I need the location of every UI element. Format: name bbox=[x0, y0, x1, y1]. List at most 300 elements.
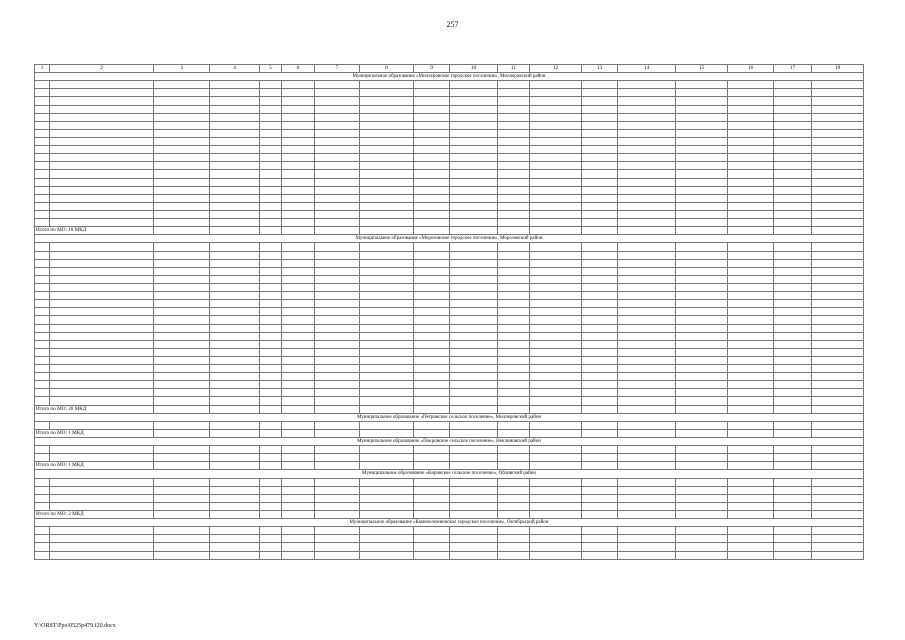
table-cell bbox=[774, 324, 812, 332]
table-cell bbox=[450, 283, 498, 291]
table-cell bbox=[315, 511, 360, 519]
column-number: 6 bbox=[282, 65, 315, 73]
table-cell bbox=[260, 478, 282, 486]
table-cell bbox=[676, 324, 728, 332]
table-cell bbox=[450, 300, 498, 308]
table-cell bbox=[812, 332, 864, 340]
table-cell bbox=[582, 259, 618, 267]
table-cell bbox=[618, 348, 676, 356]
table-cell bbox=[728, 178, 774, 186]
table-cell bbox=[582, 356, 618, 364]
table-cell bbox=[35, 113, 50, 121]
table-cell bbox=[50, 267, 154, 275]
table-cell bbox=[676, 283, 728, 291]
table-cell bbox=[676, 535, 728, 543]
table-cell bbox=[728, 446, 774, 454]
table-cell bbox=[774, 300, 812, 308]
table-cell bbox=[260, 373, 282, 381]
table-cell bbox=[414, 154, 450, 162]
table-row bbox=[35, 389, 864, 397]
table-cell bbox=[315, 535, 360, 543]
table-cell bbox=[728, 389, 774, 397]
table-cell bbox=[676, 219, 728, 227]
table-cell bbox=[728, 429, 774, 437]
table-cell bbox=[35, 535, 50, 543]
table-cell bbox=[774, 356, 812, 364]
table-cell bbox=[774, 308, 812, 316]
table-cell bbox=[260, 543, 282, 551]
table-cell bbox=[282, 511, 315, 519]
table-cell bbox=[498, 462, 530, 470]
table-cell bbox=[282, 429, 315, 437]
table-cell bbox=[728, 324, 774, 332]
table-cell bbox=[774, 551, 812, 559]
table-cell bbox=[530, 527, 582, 535]
table-row bbox=[35, 97, 864, 105]
column-number: 8 bbox=[360, 65, 414, 73]
table-cell bbox=[210, 381, 260, 389]
table-cell bbox=[530, 129, 582, 137]
table-cell bbox=[360, 365, 414, 373]
table-cell bbox=[728, 121, 774, 129]
table-cell bbox=[728, 97, 774, 105]
table-cell bbox=[582, 300, 618, 308]
table-cell bbox=[50, 300, 154, 308]
table-cell bbox=[210, 243, 260, 251]
table-cell bbox=[728, 292, 774, 300]
table-cell bbox=[315, 146, 360, 154]
table-cell bbox=[498, 389, 530, 397]
table-cell bbox=[210, 154, 260, 162]
table-row bbox=[35, 162, 864, 170]
table-cell bbox=[450, 162, 498, 170]
table-cell bbox=[260, 316, 282, 324]
table-cell bbox=[414, 170, 450, 178]
table-row bbox=[35, 194, 864, 202]
table-cell bbox=[498, 511, 530, 519]
table-cell bbox=[260, 300, 282, 308]
table-cell bbox=[676, 494, 728, 502]
table-cell bbox=[618, 486, 676, 494]
table-row bbox=[35, 219, 864, 227]
table-row bbox=[35, 381, 864, 389]
table-cell bbox=[450, 446, 498, 454]
table-cell bbox=[774, 129, 812, 137]
table-cell bbox=[618, 219, 676, 227]
table-cell bbox=[210, 202, 260, 210]
table-cell bbox=[154, 494, 210, 502]
table-cell bbox=[582, 324, 618, 332]
table-cell bbox=[414, 146, 450, 154]
table-cell bbox=[414, 81, 450, 89]
table-row bbox=[35, 397, 864, 405]
table-cell bbox=[282, 373, 315, 381]
table-cell bbox=[260, 454, 282, 462]
table-cell bbox=[812, 178, 864, 186]
table-cell bbox=[360, 381, 414, 389]
table-cell bbox=[315, 210, 360, 218]
table-cell bbox=[530, 292, 582, 300]
table-cell bbox=[154, 243, 210, 251]
table-cell bbox=[360, 324, 414, 332]
table-cell bbox=[774, 494, 812, 502]
table-cell bbox=[210, 389, 260, 397]
table-cell bbox=[498, 381, 530, 389]
table-cell bbox=[618, 129, 676, 137]
table-cell bbox=[210, 527, 260, 535]
table-cell bbox=[360, 446, 414, 454]
table-cell bbox=[530, 356, 582, 364]
table-cell bbox=[728, 186, 774, 194]
table-cell bbox=[530, 219, 582, 227]
table-cell bbox=[35, 137, 50, 145]
table-cell bbox=[498, 146, 530, 154]
table-cell bbox=[260, 486, 282, 494]
table-cell bbox=[450, 186, 498, 194]
table-cell bbox=[582, 146, 618, 154]
column-number: 16 bbox=[728, 65, 774, 73]
table-cell bbox=[360, 332, 414, 340]
table-cell bbox=[450, 478, 498, 486]
table-cell bbox=[282, 356, 315, 364]
table-cell bbox=[618, 178, 676, 186]
column-number: 12 bbox=[530, 65, 582, 73]
table-cell bbox=[530, 494, 582, 502]
table-cell bbox=[154, 502, 210, 510]
table-cell bbox=[582, 332, 618, 340]
total-row bbox=[35, 405, 864, 413]
table-cell bbox=[360, 121, 414, 129]
table-cell bbox=[812, 462, 864, 470]
table-cell bbox=[728, 543, 774, 551]
table-cell bbox=[360, 527, 414, 535]
table-cell bbox=[260, 405, 282, 413]
table-cell bbox=[50, 162, 154, 170]
table-cell bbox=[728, 397, 774, 405]
table-cell bbox=[360, 429, 414, 437]
table-cell bbox=[676, 89, 728, 97]
table-cell bbox=[315, 81, 360, 89]
table-cell bbox=[50, 219, 154, 227]
table-cell bbox=[154, 194, 210, 202]
table-cell bbox=[774, 186, 812, 194]
table-cell bbox=[676, 543, 728, 551]
table-cell bbox=[728, 162, 774, 170]
table-cell bbox=[812, 121, 864, 129]
total-label: Итого по МО: 20 МКД bbox=[35, 405, 154, 413]
table-cell bbox=[154, 421, 210, 429]
table-cell bbox=[676, 551, 728, 559]
table-row bbox=[35, 332, 864, 340]
table-cell bbox=[35, 332, 50, 340]
table-cell bbox=[35, 494, 50, 502]
table-cell bbox=[282, 405, 315, 413]
table-cell bbox=[728, 365, 774, 373]
table-cell bbox=[414, 373, 450, 381]
table-cell bbox=[210, 219, 260, 227]
table-cell bbox=[812, 543, 864, 551]
table-cell bbox=[582, 478, 618, 486]
table-cell bbox=[360, 397, 414, 405]
table-cell bbox=[154, 300, 210, 308]
table-cell bbox=[530, 89, 582, 97]
total-label: Итого по МО: 1 МКД bbox=[35, 429, 154, 437]
table-cell bbox=[450, 381, 498, 389]
table-cell bbox=[414, 340, 450, 348]
table-cell bbox=[50, 251, 154, 259]
table-cell bbox=[812, 154, 864, 162]
table-cell bbox=[530, 340, 582, 348]
table-row bbox=[35, 454, 864, 462]
table-cell bbox=[414, 129, 450, 137]
table-cell bbox=[50, 316, 154, 324]
table-cell bbox=[676, 162, 728, 170]
table-cell bbox=[360, 186, 414, 194]
table-cell bbox=[498, 121, 530, 129]
table-cell bbox=[450, 121, 498, 129]
table-cell bbox=[498, 421, 530, 429]
table-cell bbox=[618, 308, 676, 316]
table-cell bbox=[676, 243, 728, 251]
table-cell bbox=[360, 454, 414, 462]
table-cell bbox=[774, 267, 812, 275]
total-row bbox=[35, 227, 864, 235]
table-cell bbox=[676, 454, 728, 462]
table-cell bbox=[35, 154, 50, 162]
table-cell bbox=[582, 405, 618, 413]
table-cell bbox=[618, 202, 676, 210]
table-cell bbox=[315, 129, 360, 137]
table-cell bbox=[282, 502, 315, 510]
table-cell bbox=[282, 210, 315, 218]
table-cell bbox=[774, 454, 812, 462]
table-cell bbox=[728, 146, 774, 154]
table-cell bbox=[35, 381, 50, 389]
table-cell bbox=[530, 486, 582, 494]
table-cell bbox=[530, 551, 582, 559]
table-cell bbox=[282, 397, 315, 405]
table-cell bbox=[728, 275, 774, 283]
table-row bbox=[35, 154, 864, 162]
table-cell bbox=[530, 113, 582, 121]
table-cell bbox=[728, 421, 774, 429]
table-cell bbox=[774, 146, 812, 154]
table-cell bbox=[282, 454, 315, 462]
table-cell bbox=[530, 137, 582, 145]
table-cell bbox=[676, 462, 728, 470]
table-cell bbox=[774, 154, 812, 162]
table-cell bbox=[315, 97, 360, 105]
table-cell bbox=[774, 478, 812, 486]
table-cell bbox=[360, 486, 414, 494]
table-cell bbox=[498, 154, 530, 162]
table-cell bbox=[50, 97, 154, 105]
table-cell bbox=[676, 511, 728, 519]
table-row bbox=[35, 210, 864, 218]
table-cell bbox=[498, 202, 530, 210]
table-cell bbox=[360, 194, 414, 202]
table-cell bbox=[582, 348, 618, 356]
table-cell bbox=[154, 356, 210, 364]
table-cell bbox=[676, 275, 728, 283]
table-cell bbox=[360, 340, 414, 348]
section-row bbox=[35, 235, 864, 243]
table-cell bbox=[530, 154, 582, 162]
table-cell bbox=[414, 551, 450, 559]
section-row bbox=[35, 438, 864, 446]
table-cell bbox=[582, 283, 618, 291]
table-cell bbox=[582, 389, 618, 397]
table-cell bbox=[812, 105, 864, 113]
column-number: 15 bbox=[676, 65, 728, 73]
column-number: 10 bbox=[450, 65, 498, 73]
table-cell bbox=[774, 292, 812, 300]
table-cell bbox=[450, 454, 498, 462]
table-cell bbox=[154, 105, 210, 113]
table-cell bbox=[414, 283, 450, 291]
table-cell bbox=[360, 348, 414, 356]
table-cell bbox=[450, 324, 498, 332]
table-cell bbox=[315, 421, 360, 429]
table-cell bbox=[498, 429, 530, 437]
table-cell bbox=[315, 494, 360, 502]
table-cell bbox=[210, 348, 260, 356]
table-cell bbox=[498, 324, 530, 332]
table-cell bbox=[210, 210, 260, 218]
table-cell bbox=[282, 324, 315, 332]
table-cell bbox=[582, 113, 618, 121]
section-title: Муниципальное образование «Петровское сельское поселение», Миллеровский район bbox=[35, 413, 864, 421]
table-cell bbox=[154, 381, 210, 389]
table-cell bbox=[676, 154, 728, 162]
table-cell bbox=[210, 502, 260, 510]
table-cell bbox=[282, 494, 315, 502]
table-cell bbox=[210, 308, 260, 316]
table-cell bbox=[812, 227, 864, 235]
table-cell bbox=[360, 292, 414, 300]
table-cell bbox=[360, 243, 414, 251]
table-cell bbox=[35, 275, 50, 283]
table-cell bbox=[360, 462, 414, 470]
table-cell bbox=[360, 535, 414, 543]
table-cell bbox=[530, 397, 582, 405]
table-cell bbox=[260, 162, 282, 170]
table-cell bbox=[530, 373, 582, 381]
table-cell bbox=[260, 397, 282, 405]
table-cell bbox=[315, 405, 360, 413]
table-cell bbox=[154, 81, 210, 89]
table-cell bbox=[414, 178, 450, 186]
table-cell bbox=[530, 348, 582, 356]
table-cell bbox=[360, 494, 414, 502]
table-cell bbox=[618, 381, 676, 389]
table-cell bbox=[676, 292, 728, 300]
table-cell bbox=[50, 543, 154, 551]
table-cell bbox=[582, 121, 618, 129]
table-cell bbox=[414, 300, 450, 308]
table-cell bbox=[282, 170, 315, 178]
table-cell bbox=[582, 170, 618, 178]
table-cell bbox=[812, 356, 864, 364]
table-cell bbox=[50, 478, 154, 486]
table-cell bbox=[414, 502, 450, 510]
table-cell bbox=[774, 373, 812, 381]
table-cell bbox=[728, 210, 774, 218]
table-cell bbox=[498, 170, 530, 178]
table-cell bbox=[618, 405, 676, 413]
table-cell bbox=[282, 348, 315, 356]
column-number: 3 bbox=[154, 65, 210, 73]
table-cell bbox=[530, 429, 582, 437]
table-cell bbox=[50, 202, 154, 210]
table-cell bbox=[728, 300, 774, 308]
table-cell bbox=[414, 462, 450, 470]
table-cell bbox=[414, 243, 450, 251]
table-cell bbox=[154, 511, 210, 519]
table-cell bbox=[450, 154, 498, 162]
table-cell bbox=[414, 356, 450, 364]
table-cell bbox=[774, 283, 812, 291]
table-cell bbox=[530, 210, 582, 218]
table-cell bbox=[450, 259, 498, 267]
table-cell bbox=[450, 89, 498, 97]
table-cell bbox=[315, 186, 360, 194]
table-cell bbox=[50, 121, 154, 129]
table-row bbox=[35, 170, 864, 178]
table-cell bbox=[728, 219, 774, 227]
table-cell bbox=[774, 381, 812, 389]
table-cell bbox=[50, 186, 154, 194]
table-cell bbox=[498, 478, 530, 486]
table-cell bbox=[582, 251, 618, 259]
table-cell bbox=[210, 267, 260, 275]
table-cell bbox=[618, 324, 676, 332]
table-cell bbox=[210, 405, 260, 413]
table-cell bbox=[282, 146, 315, 154]
table-cell bbox=[812, 389, 864, 397]
table-cell bbox=[812, 275, 864, 283]
table-cell bbox=[414, 113, 450, 121]
table-cell bbox=[35, 324, 50, 332]
column-number: 5 bbox=[260, 65, 282, 73]
table-cell bbox=[676, 202, 728, 210]
table-cell bbox=[618, 121, 676, 129]
table-cell bbox=[50, 137, 154, 145]
table-cell bbox=[498, 340, 530, 348]
table-cell bbox=[530, 478, 582, 486]
table-cell bbox=[35, 397, 50, 405]
table-cell bbox=[315, 275, 360, 283]
table-cell bbox=[728, 170, 774, 178]
table-cell bbox=[360, 421, 414, 429]
table-cell bbox=[35, 502, 50, 510]
table-cell bbox=[154, 486, 210, 494]
table-cell bbox=[812, 511, 864, 519]
table-cell bbox=[282, 81, 315, 89]
column-number: 1 bbox=[35, 65, 50, 73]
table-cell bbox=[315, 486, 360, 494]
table-cell bbox=[360, 81, 414, 89]
table-cell bbox=[774, 251, 812, 259]
table-row bbox=[35, 373, 864, 381]
table-cell bbox=[154, 429, 210, 437]
table-cell bbox=[50, 154, 154, 162]
table-cell bbox=[282, 219, 315, 227]
table-cell bbox=[530, 283, 582, 291]
table-row bbox=[35, 81, 864, 89]
table-cell bbox=[154, 186, 210, 194]
table-cell bbox=[154, 462, 210, 470]
